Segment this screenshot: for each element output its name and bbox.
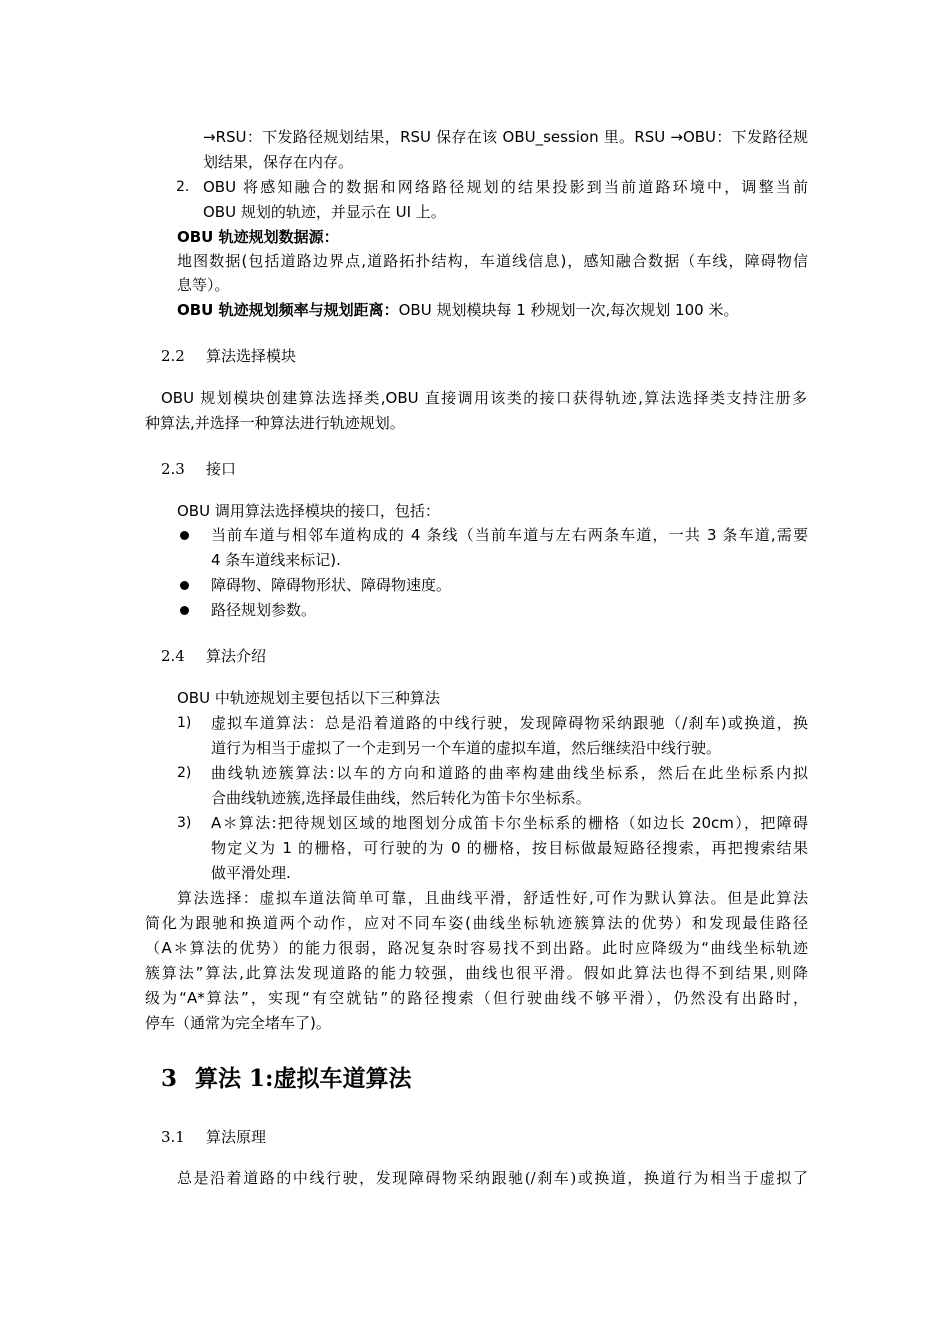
algo-selection-line-1: 算法选择：虚拟车道法简单可靠，且曲线平滑，舒适性好,可作为默认算法。但是此算法 xyxy=(177,889,808,907)
bullet-item-2: 障碍物、障碍物形状、障碍物速度。 xyxy=(211,576,452,594)
section-2-4-number: 2.4 xyxy=(161,647,185,665)
list-marker-2b: 2) xyxy=(177,765,192,781)
bullet-item-3: 路径规划参数。 xyxy=(211,601,317,619)
algo-selection-line-4: 簇算法”算法,此算法发现道路的能力较强，曲线也很平滑。假如此算法也得不到结果,则降 xyxy=(145,964,808,982)
list-item-1-line-3: 划结果，保存在内存。 xyxy=(203,153,354,171)
datasource-label: OBU 轨迹规划数据源： xyxy=(177,228,339,246)
algo-item-3-line-3: 做平滑处理. xyxy=(211,864,291,882)
section-3-1-heading: 算法原理 xyxy=(206,1128,267,1146)
section-2-4-intro: OBU 中轨迹规划主要包括以下三种算法 xyxy=(177,689,440,707)
section-2-3-heading: 接口 xyxy=(206,460,237,478)
datasource-text-line-1: 地图数据(包括道路边界点,道路拓扑结构，车道线信息)，感知融合数据（车线，障碍物信 xyxy=(177,252,808,270)
list-item-2-line-2: OBU 规划的轨迹，并显示在 UI 上。 xyxy=(203,203,446,221)
bullet-dot-1 xyxy=(180,531,189,540)
section-3-1-para-line-1: 总是沿着道路的中线行驶，发现障碍物采纳跟驰(/刹车)或换道，换道行为相当于虚拟了 xyxy=(177,1169,808,1187)
section-2-2-heading: 算法选择模块 xyxy=(206,347,297,365)
frequency-paragraph xyxy=(177,299,738,321)
section-2-3-intro: OBU 调用算法选择模块的接口，包括： xyxy=(177,502,440,520)
algo-item-1-line-2: 道行为相当于虚拟了一个走到另一个车道的虚拟车道，然后继续沿中线行驶。 xyxy=(211,739,722,757)
bullet-item-1-line-2: 4 条车道线来标记). xyxy=(211,551,341,569)
algo-selection-line-2: 简化为跟驰和换道两个动作，应对不同车姿(曲线坐标轨迹簇算法的优势）和发现最佳路径 xyxy=(145,914,808,932)
bullet-dot-3 xyxy=(180,606,189,615)
frequency-label: OBU 轨迹规划频率与规划距离： xyxy=(177,301,399,319)
algo-item-3-line-1: A＊算法:把待规划区域的地图划分成笛卡尔坐标系的栅格（如边长 20cm），把障碍 xyxy=(211,814,808,832)
algo-item-3-line-2: 物定义为 1 的栅格，可行驶的为 0 的栅格，按目标做最短路径搜索，再把搜索结果 xyxy=(211,839,808,857)
frequency-text: OBU 规划模块每 1 秒规划一次,每次规划 100 米。 xyxy=(398,301,739,319)
algo-selection-line-5: 级为“A*算法”，实现“有空就钻”的路径搜索（但行驶曲线不够平滑），仍然没有出路时， xyxy=(145,989,808,1007)
list-item-1-line-2: →RSU：下发路径规划结果，RSU 保存在该 OBU_session 里。RSU →OBU：下发路径规 xyxy=(203,128,808,146)
section-2-2-para-line-2: 种算法,并选择一种算法进行轨迹规划。 xyxy=(145,414,405,432)
datasource-text-line-2: 息等）。 xyxy=(177,276,230,294)
list-item-2-line-1: OBU 将感知融合的数据和网络路径规划的结果投影到当前道路环境中，调整当前 xyxy=(203,178,808,196)
algo-item-2-line-2: 合曲线轨迹簇,选择最佳曲线，然后转化为笛卡尔坐标系。 xyxy=(211,789,591,807)
section-3-1-number: 3.1 xyxy=(161,1128,185,1146)
section-3-heading: 算法 1:虚拟车道算法 xyxy=(195,1065,412,1092)
algo-item-2-line-1: 曲线轨迹簇算法:以车的方向和道路的曲率构建曲线坐标系，然后在此坐标系内拟 xyxy=(211,764,808,782)
section-2-2-para-line-1: OBU 规划模块创建算法选择类,OBU 直接调用该类的接口获得轨迹,算法选择类支持注册多 xyxy=(161,389,807,407)
section-2-4-heading: 算法介绍 xyxy=(206,647,267,665)
algo-selection-line-3: （A＊算法的优势）的能力很弱，路况复杂时容易找不到出路。此时应降级为“曲线坐标轨迹 xyxy=(145,939,808,957)
section-2-3-number: 2.3 xyxy=(161,460,185,478)
list-marker-1: 1) xyxy=(177,715,192,731)
list-marker-3: 3) xyxy=(177,815,192,831)
section-3-number: 3 xyxy=(161,1065,178,1092)
bullet-item-1-line-1: 当前车道与相邻车道构成的 4 条线（当前车道与左右两条车道，一共 3 条车道,需要 xyxy=(211,526,808,544)
list-marker-2: 2. xyxy=(176,179,190,195)
algo-item-1-line-1: 虚拟车道算法：总是沿着道路的中线行驶，发现障碍物采纳跟驰（/刹车)或换道，换 xyxy=(211,714,808,732)
bullet-dot-2 xyxy=(180,581,189,590)
algo-selection-line-6: 停车（通常为完全堵车了)。 xyxy=(145,1014,331,1032)
section-2-2-number: 2.2 xyxy=(161,347,185,365)
